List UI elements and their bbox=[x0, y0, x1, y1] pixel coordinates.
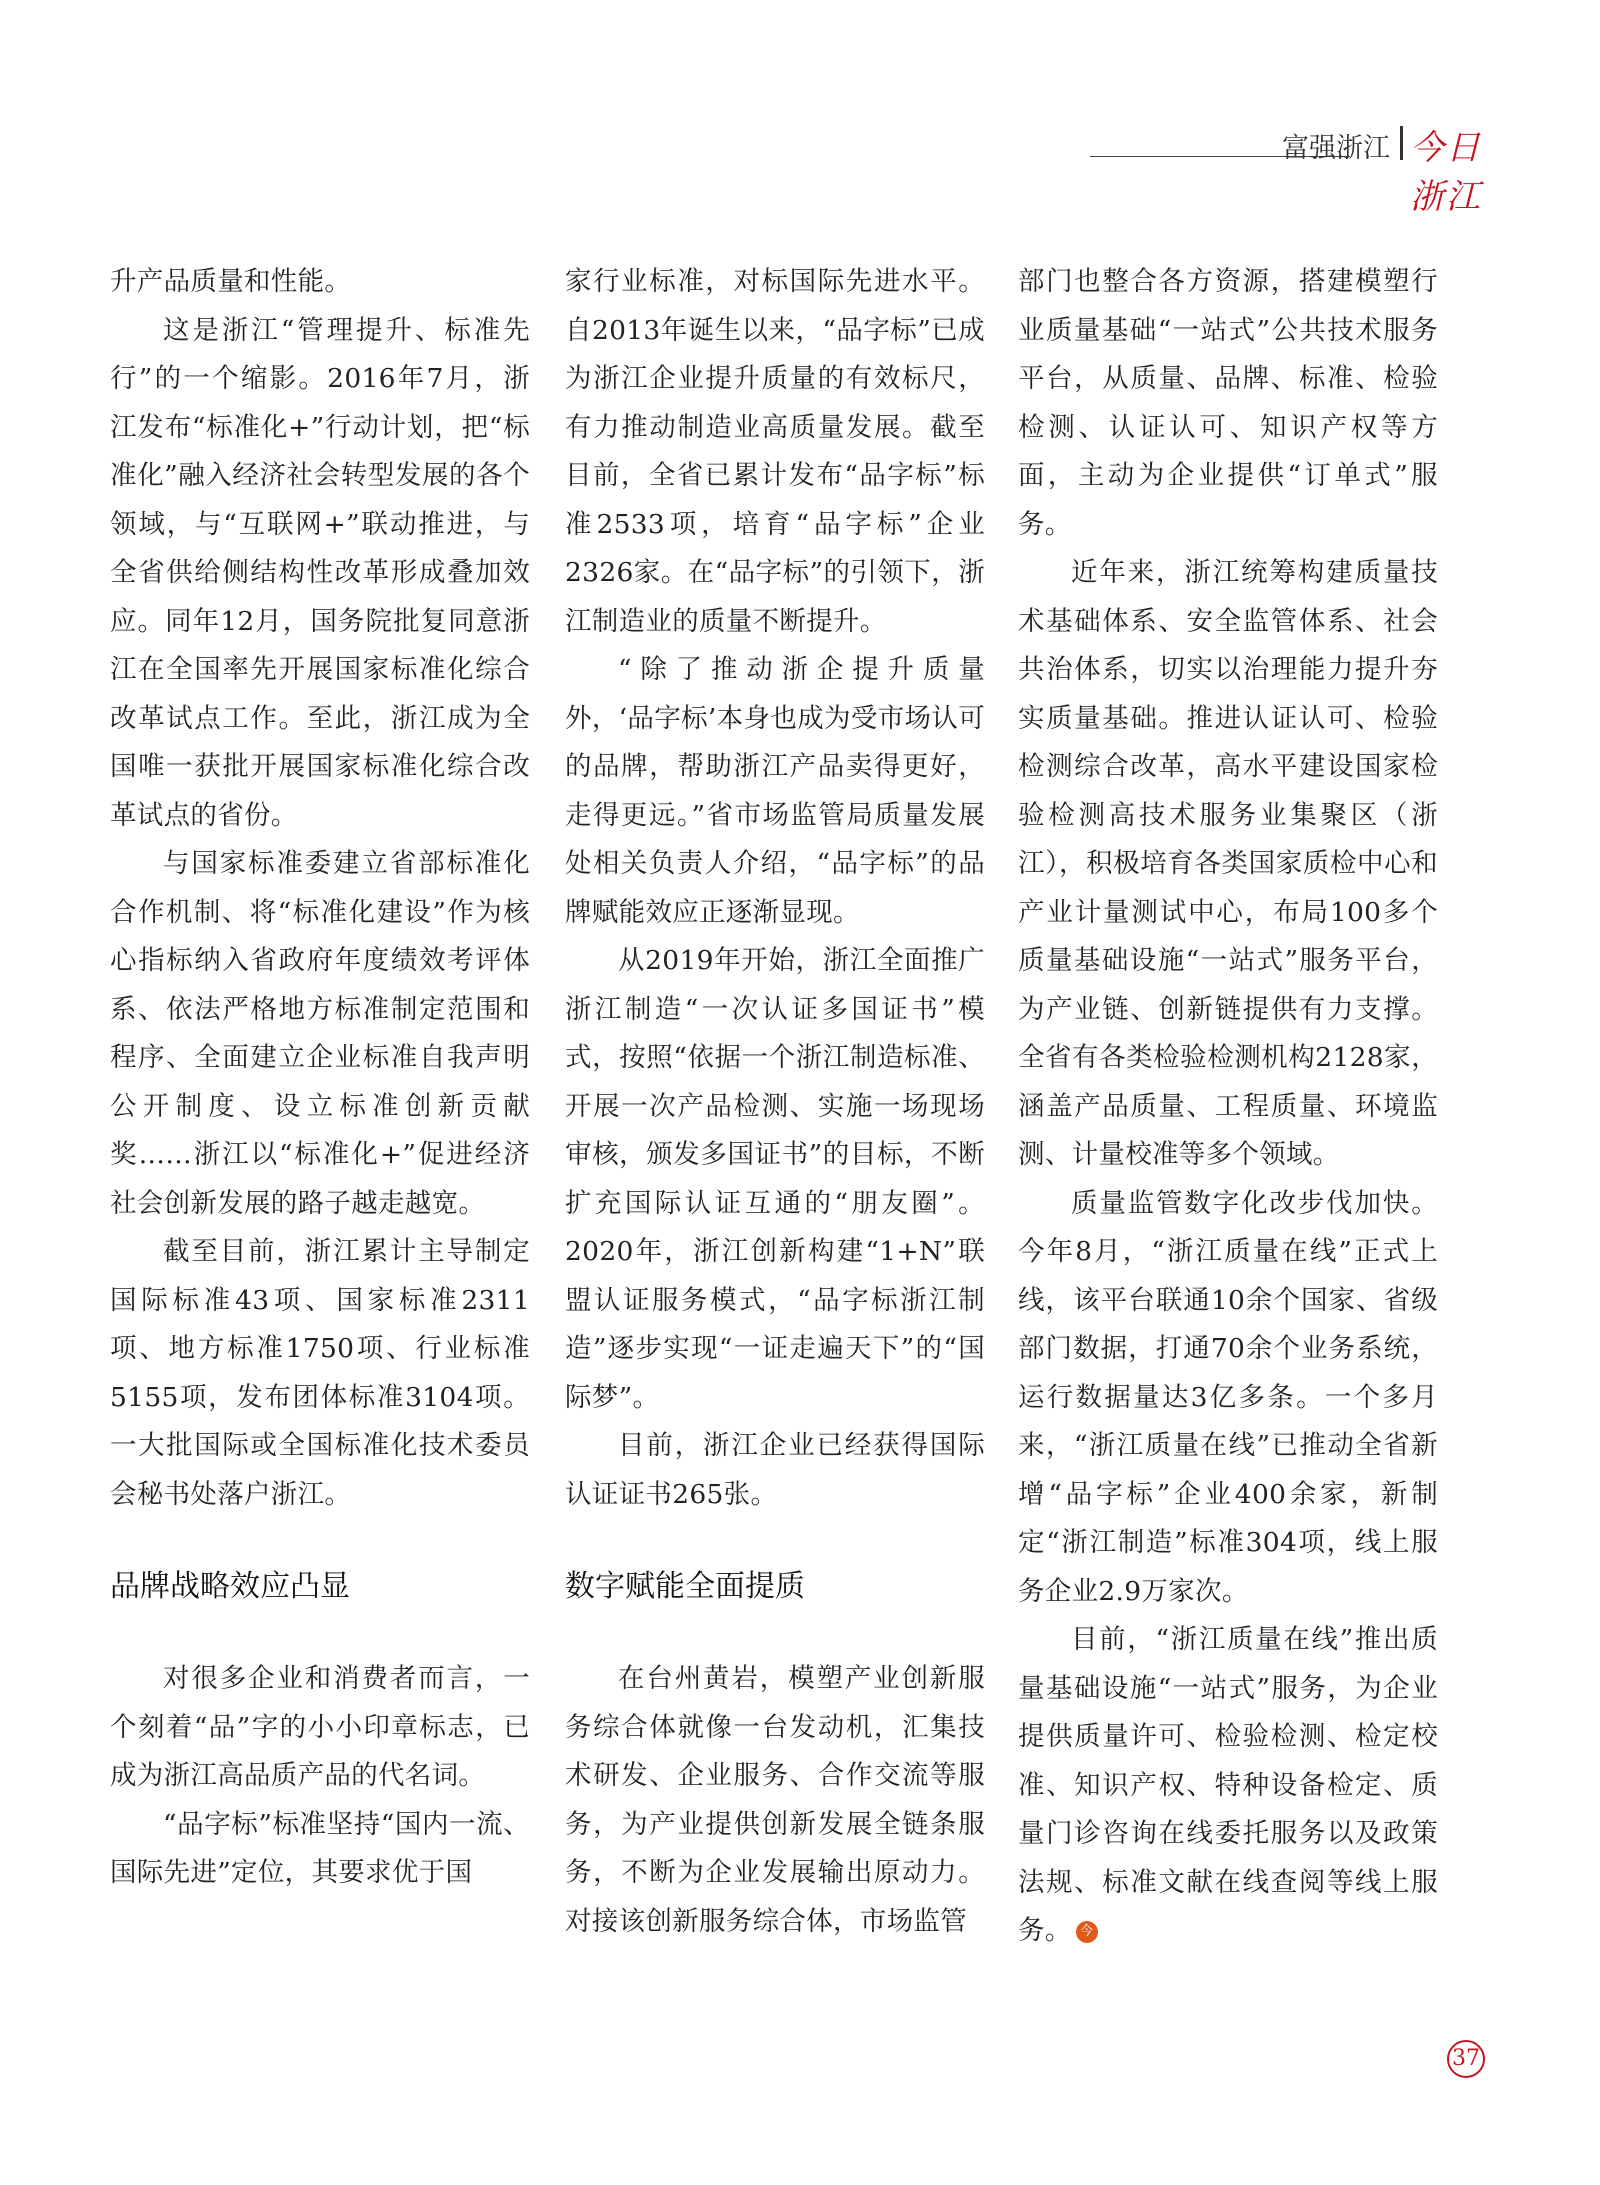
column-3 bbox=[1018, 258, 1438, 1956]
paragraph: 家行业标准，对标国际先进水平。自2013年诞生以来，“品字标”已成为浙江企业提升质量的有效标尺，有力推动制造业高质量发展。截至目前，全省已累计发布“品字标”标准2533项，培育“品字标”企业2326家。在“品字标”的引领下，浙江制造业的质量不断提升。 bbox=[565, 266, 985, 637]
paragraph: 质量监管数字化改步伐加快。今年8月，“浙江质量在线”正式上线，该平台联通10余个国家、省级部门数据，打通70余个业务系统，运行数据量达3亿多条。一个多月来，“浙江质量在线”已推动全省新增“品字标”企业400余家，新制定“浙江制造”标准304项，线上服务企业2.9万家次。 bbox=[1018, 1187, 1438, 1607]
column-2 bbox=[565, 258, 985, 1946]
paragraph: 升产品质量和性能。 bbox=[110, 266, 352, 297]
end-mark-icon: 今 bbox=[1076, 1921, 1098, 1943]
paragraph: 从2019年开始，浙江全面推广浙江制造“一次认证多国证书”模式，按照“依据一个浙江制造标准、开展一次产品检测、实施一场现场审核，颁发多国证书”的目标，不断扩充国际认证互通的“朋友圈”。2020年，浙江创新构建“1+N”联盟认证服务模式，“品字标浙江制造”逐步实现“一证走遍天下”的“国际梦”。 bbox=[565, 945, 985, 1413]
magazine-logo: 今日浙江 bbox=[1410, 128, 1482, 217]
paragraph: 对很多企业和消费者而言，一个刻着“品”字的小小印章标志，已成为浙江高品质产品的代名词。 bbox=[110, 1663, 530, 1791]
page-number: 37 bbox=[1447, 2040, 1485, 2078]
paragraph: 这是浙江“管理提升、标准先行”的一个缩影。2016年7月，浙江发布“标准化+”行动计划，把“标准化”融入经济社会转型发展的各个领域，与“互联网+”联动推进，与全省供给侧结构性改革形成叠加效应。同年12月，国务院批复同意浙江在全国率先开展国家标准化综合改革试点工作。至此，浙江成为全国唯一获批开展国家标准化综合改革试点的省份。 bbox=[110, 314, 530, 831]
section-title: 富强浙江 bbox=[1282, 133, 1390, 164]
section-heading: 品牌战略效应凸显 bbox=[110, 1569, 350, 1604]
paragraph: 在台州黄岩，模塑产业创新服务综合体就像一台发动机，汇集技术研发、企业服务、合作交流等服务，为产业提供创新发展全链条服务，不断为企业发展输出原动力。对接该创新服务综合体，市场监管 bbox=[565, 1663, 985, 1937]
section-heading: 数字赋能全面提质 bbox=[565, 1569, 805, 1604]
paragraph: 目前，浙江企业已经获得国际认证证书265张。 bbox=[565, 1430, 985, 1510]
paragraph: 部门也整合各方资源，搭建模塑行业质量基础“一站式”公共技术服务平台，从质量、品牌、标准、检验检测、认证认可、知识产权等方面，主动为企业提供“订单式”服务。 bbox=[1018, 266, 1438, 540]
paragraph: “除了推动浙企提升质量外，‘品字标’本身也成为受市场认可的品牌，帮助浙江产品卖得更好，走得更远。”省市场监管局质量发展处相关负责人介绍，“品字标”的品牌赋能效应正逐渐显现。 bbox=[565, 654, 985, 928]
paragraph: 与国家标准委建立省部标准化合作机制、将“标准化建设”作为核心指标纳入省政府年度绩效考评体系、依法严格地方标准制定范围和程序、全面建立企业标准自我声明公开制度、设立标准创新贡献奖……浙江以“标准化+”促进经济社会创新发展的路子越走越宽。 bbox=[110, 848, 530, 1219]
column-1 bbox=[110, 258, 530, 1898]
paragraph: 截至目前，浙江累计主导制定国际标准43项、国家标准2311项、地方标准1750项、行业标准5155项，发布团体标准3104项。一大批国际或全国标准化技术委员会秘书处落户浙江。 bbox=[110, 1236, 530, 1510]
header-divider bbox=[1400, 126, 1403, 160]
page-header bbox=[1090, 118, 1510, 217]
paragraph bbox=[1018, 1616, 1438, 1956]
paragraph-text: 目前，“浙江质量在线”推出质量基础设施“一站式”服务，为企业提供质量许可、检验检测、检定校准、知识产权、特种设备检定、质量门诊咨询在线委托服务以及政策法规、标准文献在线查阅等线上服务。 bbox=[1018, 1624, 1438, 1946]
paragraph: 近年来，浙江统筹构建质量技术基础体系、安全监管体系、社会共治体系，切实以治理能力提升夯实质量基础。推进认证认可、检验检测综合改革，高水平建设国家检验检测高技术服务业集聚区（浙江），积极培育各类国家质检中心和产业计量测试中心，布局100多个质量基础设施“一站式”服务平台，为产业链、创新链提供有力支撑。全省有各类检验检测机构2128家，涵盖产品质量、工程质量、环境监测、计量校准等多个领域。 bbox=[1018, 557, 1438, 1170]
paragraph: “品字标”标准坚持“国内一流、国际先进”定位，其要求优于国 bbox=[110, 1808, 530, 1888]
